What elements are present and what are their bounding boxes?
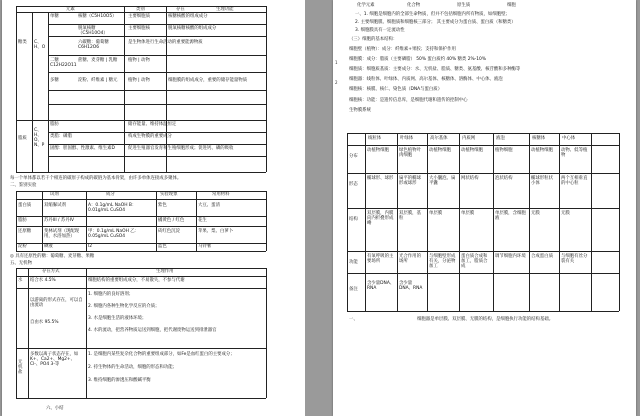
- row-label: 备注: [349, 287, 358, 292]
- table-cell: 动物、低等植物: [561, 148, 588, 158]
- list-item: 细胞壁（植物）：成分：纤维素+果胶；支持和保护作用: [349, 47, 456, 52]
- table-cell: 细胞结构的重要组成成分，不易散失，不参与代谢: [88, 278, 185, 283]
- row-label: 类脂：磷脂: [50, 134, 72, 139]
- top-row-label: 化合物: [407, 3, 421, 8]
- table-rule: [559, 133, 560, 311]
- table-header-cell: 叶绿体: [400, 136, 414, 141]
- table-cell: 储存能量、维持体温恒定: [128, 122, 177, 127]
- row-label: 固醇：胆固醇、性激素、维生素D: [50, 146, 115, 151]
- note-text: 细胞器是单层膜、双层膜、无膜的结构，是细胞执行功能的结构基础。: [417, 317, 554, 322]
- table-cell: 合成蛋白质: [531, 254, 553, 259]
- table-rule: [347, 273, 619, 274]
- table-cell: 砖红色沉淀: [158, 229, 180, 234]
- table-rule: [42, 191, 43, 251]
- table-header-cell: 中心体: [562, 136, 576, 141]
- table-rule: [16, 12, 266, 13]
- table-cell: 脱氧核糖（C5H10O4）: [78, 26, 108, 36]
- table-cell: 椭球形粒状小体: [531, 176, 553, 186]
- table-cell: 两个互相垂直的中心粒: [561, 176, 588, 186]
- list-item: 一、1. 细胞是细胞内的全部生命物质，但并不包括细胞内所有物质，如细胞壁；: [355, 12, 510, 17]
- table-cell: 自由水 95.5%: [30, 320, 59, 325]
- table-cell: 蔗糖、麦芽糖 | 乳糖: [78, 58, 118, 63]
- table-cell: 紫色: [158, 203, 167, 208]
- table-cell: A：0.1g/mL NaOH B：0.01g/mL CuSO4: [88, 203, 137, 213]
- note-text: 每一个单体都以若干个相连的碳原子构成的碳链为基本骨架，由许多单体连接成多聚体。: [10, 176, 182, 181]
- table-rule: [16, 226, 266, 227]
- table-rule: [365, 133, 366, 311]
- list-item: 细胞膜：成分：脂质（主要磷脂） 50% 蛋白质约 40% 糖类 2%-10%: [349, 57, 487, 62]
- table-cell: 核糖核酸的组成成分: [168, 14, 208, 19]
- function-item: 2. 细胞内各种生物化学反应的介质；: [88, 304, 160, 309]
- category-cell: 糖类: [18, 40, 27, 45]
- table-header-cell: 实验现象: [160, 192, 178, 197]
- top-row-label: 化学元素: [357, 3, 375, 8]
- table-cell: 是生物体进行生命活动的重要能源物质: [128, 40, 203, 45]
- table-rule: [16, 268, 17, 398]
- list-item: 细胞核：核膜、核仁、染色质（DNA与蛋白质）: [349, 87, 443, 92]
- table-cell: 脂肪: [18, 218, 27, 223]
- row-label: 二糖 C12H22O11: [50, 58, 77, 68]
- table-cell: 网状结构: [461, 176, 479, 181]
- table-cell: 动植物细胞: [531, 148, 553, 153]
- table-cell: 马铃薯: [198, 244, 212, 249]
- table-rule: [48, 90, 266, 91]
- table-header-cell: 内质网: [462, 136, 476, 141]
- function-item: 3. 维持细胞的渗透压和酸碱平衡: [88, 378, 151, 383]
- table-header-cell: 存在方式: [42, 269, 60, 274]
- row-label: 多糖: [50, 78, 59, 83]
- marker-label: 2: [335, 80, 338, 85]
- function-item: 2. 持生物体的生命活动，细胞的形态和功能；: [88, 365, 178, 370]
- table-cell: 脱氧核糖核酸的组成成分: [168, 26, 217, 31]
- table-cell: 促进生殖器官发育和生殖细胞形成；促进钙、磷的吸收: [128, 146, 234, 151]
- section-heading: （三）细胞的基本结构：: [349, 37, 398, 42]
- table-cell: 蛋白质合成和加工，脂质合成: [461, 254, 488, 269]
- table-cell: 淀粉: [18, 244, 27, 249]
- table-rule: [86, 191, 87, 251]
- table-cell: 泡状结构: [495, 176, 513, 181]
- table-rule: [347, 173, 619, 174]
- table-cell: 扁平的椭球形或球形: [399, 176, 421, 186]
- table-cell: 主要细胞核: [128, 26, 150, 31]
- table-rule: [347, 145, 619, 146]
- row-label: 无机盐: [18, 360, 23, 375]
- table-cell: 绿色植物叶肉细胞: [399, 148, 421, 158]
- table-cell: 含少量DNA、RNA: [399, 281, 423, 291]
- table-cell: 碘液: [44, 244, 53, 249]
- table-header-cell: 类别: [136, 6, 145, 12]
- table-rule: [427, 133, 428, 311]
- table-cell: 主要细胞质: [128, 14, 150, 19]
- table-rule: [266, 268, 267, 398]
- right-document-page: [333, 0, 636, 416]
- table-rule: [16, 276, 266, 277]
- list-item: 2. 主要细胞膜、细胞质和细胞核三部分； 其主要成分为蛋白质、蛋白质（和糖类）: [355, 20, 516, 25]
- row-label: 功能: [349, 260, 358, 265]
- page-gap: [305, 0, 333, 416]
- left-document-page: [2, 0, 305, 416]
- table-rule: [28, 268, 29, 398]
- table-rule: [591, 133, 592, 311]
- list-item: 3. 细胞膜具有一定流动性: [355, 28, 405, 33]
- table-cell: 光合作用的场所: [399, 254, 421, 264]
- table-rule: [16, 216, 266, 217]
- table-rule: [16, 288, 266, 289]
- elements-cell: C、H、O: [34, 40, 46, 50]
- table-cell: 单层膜，含细胞液: [495, 211, 526, 221]
- row-label: 水: [18, 278, 23, 283]
- table-cell: 苏丹III / 苏丹IV: [44, 218, 75, 223]
- list-item: 生物膜系统: [349, 108, 371, 113]
- table-header-cell: 生理作用: [156, 269, 174, 274]
- table-rule: [48, 156, 266, 157]
- table-rule: [266, 6, 267, 172]
- table-rule: [48, 72, 266, 73]
- table-rule: [48, 36, 266, 37]
- footer-text: 六、小结: [46, 406, 64, 411]
- table-rule: [619, 133, 620, 311]
- table-cell: 结合水 4.5%: [30, 278, 56, 283]
- table-rule: [16, 120, 266, 121]
- table-cell: 有氧呼吸的主要场所: [367, 254, 394, 264]
- table-rule: [347, 311, 619, 312]
- table-rule: [16, 6, 17, 172]
- table-rule: [397, 133, 398, 311]
- table-cell: 还原糖: [18, 229, 32, 234]
- table-cell: I2: [88, 244, 93, 249]
- table-cell: 大豆、蛋清: [198, 203, 220, 208]
- section-heading: 五、无机物: [10, 261, 32, 266]
- elements-cell: C、H、O、N、P: [34, 128, 45, 148]
- note-text: 一、: [349, 317, 358, 322]
- table-cell: 椭球形、球形: [367, 176, 394, 181]
- table-rule: [16, 199, 266, 200]
- table-cell: 核糖（C5H10O5）: [78, 14, 117, 19]
- table-rule: [493, 133, 494, 311]
- table-cell: 淀粉、纤维素 | 糖元: [78, 78, 118, 83]
- row-label: 脂肪: [50, 122, 59, 127]
- table-cell: 六碳糖：葡萄糖 C6H12O6: [78, 40, 109, 50]
- table-rule: [48, 104, 266, 105]
- table-cell: 单层膜: [429, 211, 443, 216]
- function-item: 3. 水是细胞生活的液体环境；: [88, 316, 147, 321]
- table-cell: 与细胞有丝分裂有关: [561, 254, 588, 264]
- table-cell: 双缩脲试剂: [44, 203, 66, 208]
- table-header-cell: 成分: [106, 192, 115, 197]
- table-rule: [48, 24, 266, 25]
- table-cell: 无膜: [561, 211, 570, 216]
- table-cell: 动植物细胞: [367, 148, 389, 153]
- table-cell: 双层膜，基粒: [399, 211, 421, 221]
- table-cell: 构成生物膜的重要成分: [128, 134, 172, 139]
- table-cell: 大小囊泡、扁平囊: [429, 176, 456, 186]
- row-label: 分布: [349, 154, 358, 159]
- table-rule: [266, 191, 267, 251]
- table-rule: [48, 144, 266, 145]
- table-cell: 多数以离子状态存在，如K+、Ca2+、Mg2+、Cl-、PO4 3-等: [30, 352, 79, 367]
- marker-label: 1: [335, 60, 338, 65]
- table-cell: 双层膜，内膜向内折叠形成嵴: [367, 211, 394, 226]
- table-rule: [16, 172, 266, 173]
- table-header-cell: 存在: [176, 6, 185, 12]
- table-rule: [16, 191, 17, 251]
- table-cell: 动植物细胞: [461, 148, 483, 153]
- table-cell: 单层膜: [461, 211, 475, 216]
- top-row-label: 细胞: [507, 3, 516, 8]
- table-header-cell: 线粒体: [368, 136, 382, 141]
- table-rule: [124, 6, 125, 172]
- function-item: 1. 细胞内的良好溶剂；: [88, 292, 134, 297]
- table-rule: [48, 55, 266, 56]
- table-cell: 调节细胞内环境: [495, 254, 526, 259]
- table-cell: 植物细胞: [495, 148, 513, 153]
- table-header-cell: 元素: [66, 6, 75, 12]
- row-label: 结构: [349, 217, 358, 222]
- function-item: 1. 是细胞内某些复杂化合物的重要组成部分，如Fe是血红蛋白的主要成分；: [88, 352, 235, 357]
- list-item: 细胞核：功能：是遗传信息库，是细胞代谢和遗传的控制中心: [349, 98, 468, 103]
- table-cell: 花生: [198, 218, 207, 223]
- table-rule: [196, 191, 197, 251]
- table-cell: 细胞膜的组成成分，重要的储存能量物质: [168, 78, 248, 83]
- table-rule: [347, 208, 619, 209]
- table-cell: 斐林试剂（现配现用，水浴加热）: [44, 229, 80, 239]
- table-rule: [16, 348, 266, 349]
- table-cell: 植物 | 动物: [128, 78, 150, 83]
- table-header-cell: 高尔基体: [430, 136, 448, 141]
- list-item: 细胞质：细胞质基质：主要成分：水、无机盐、脂质、糖类、氨基酸、核苷酸和多种酶等: [349, 67, 521, 72]
- table-rule: [32, 12, 33, 172]
- table-header-cell: 常用材料: [212, 192, 230, 197]
- table-header-cell: 核糖体: [532, 136, 546, 141]
- row-label: 单糖: [50, 14, 59, 19]
- section-heading: 二、鉴别实验: [10, 183, 37, 188]
- table-rule: [347, 251, 619, 252]
- table-rule: [16, 398, 266, 399]
- table-cell: 苹果、梨、白萝卜: [198, 229, 234, 234]
- table-rule: [16, 251, 266, 252]
- table-header-cell: 液泡: [496, 136, 505, 141]
- table-cell: 与细胞壁形成有关，分泌物加工: [429, 254, 456, 269]
- note-text: ◎ 具有还原性的糖：葡萄糖、麦芽糖、果糖: [10, 254, 95, 259]
- table-rule: [529, 133, 530, 311]
- top-row-label: 原生质: [457, 3, 471, 8]
- table-cell: 蛋白质: [18, 203, 32, 208]
- table-rule: [459, 133, 460, 311]
- category-cell: 脂质: [18, 136, 27, 141]
- table-cell: 橘黄色 / 红色: [158, 218, 185, 223]
- table-cell: 蓝色: [158, 244, 167, 249]
- table-cell: 动植物细胞: [429, 148, 451, 153]
- table-cell: 无膜: [531, 211, 540, 216]
- table-cell: 植物 | 动物: [128, 58, 150, 63]
- table-cell: 甲：0.1g/mL NaOH 乙：0.05g/mL CuSO4: [88, 229, 140, 239]
- table-rule: [347, 133, 619, 134]
- table-header-cell: 试剂: [50, 192, 59, 197]
- table-header-cell: 生理功能: [216, 6, 234, 12]
- table-cell: 以游离的形式存在，可以自由流动: [30, 298, 83, 308]
- table-rule: [156, 191, 157, 251]
- table-rule: [48, 132, 266, 133]
- function-item: 4. 水的流动，把营养物质运送到细胞，把代谢废物运送到排泄器官: [88, 328, 217, 333]
- table-rule: [86, 268, 87, 398]
- list-item: 细胞器：线粒体、叶绿体、内质网、高尔基体、核糖体、溶酶体、中心体、液泡: [349, 77, 503, 82]
- row-label: 形态: [349, 182, 358, 187]
- table-rule: [347, 133, 348, 311]
- table-cell: 含少量DNA、RNA: [367, 281, 395, 291]
